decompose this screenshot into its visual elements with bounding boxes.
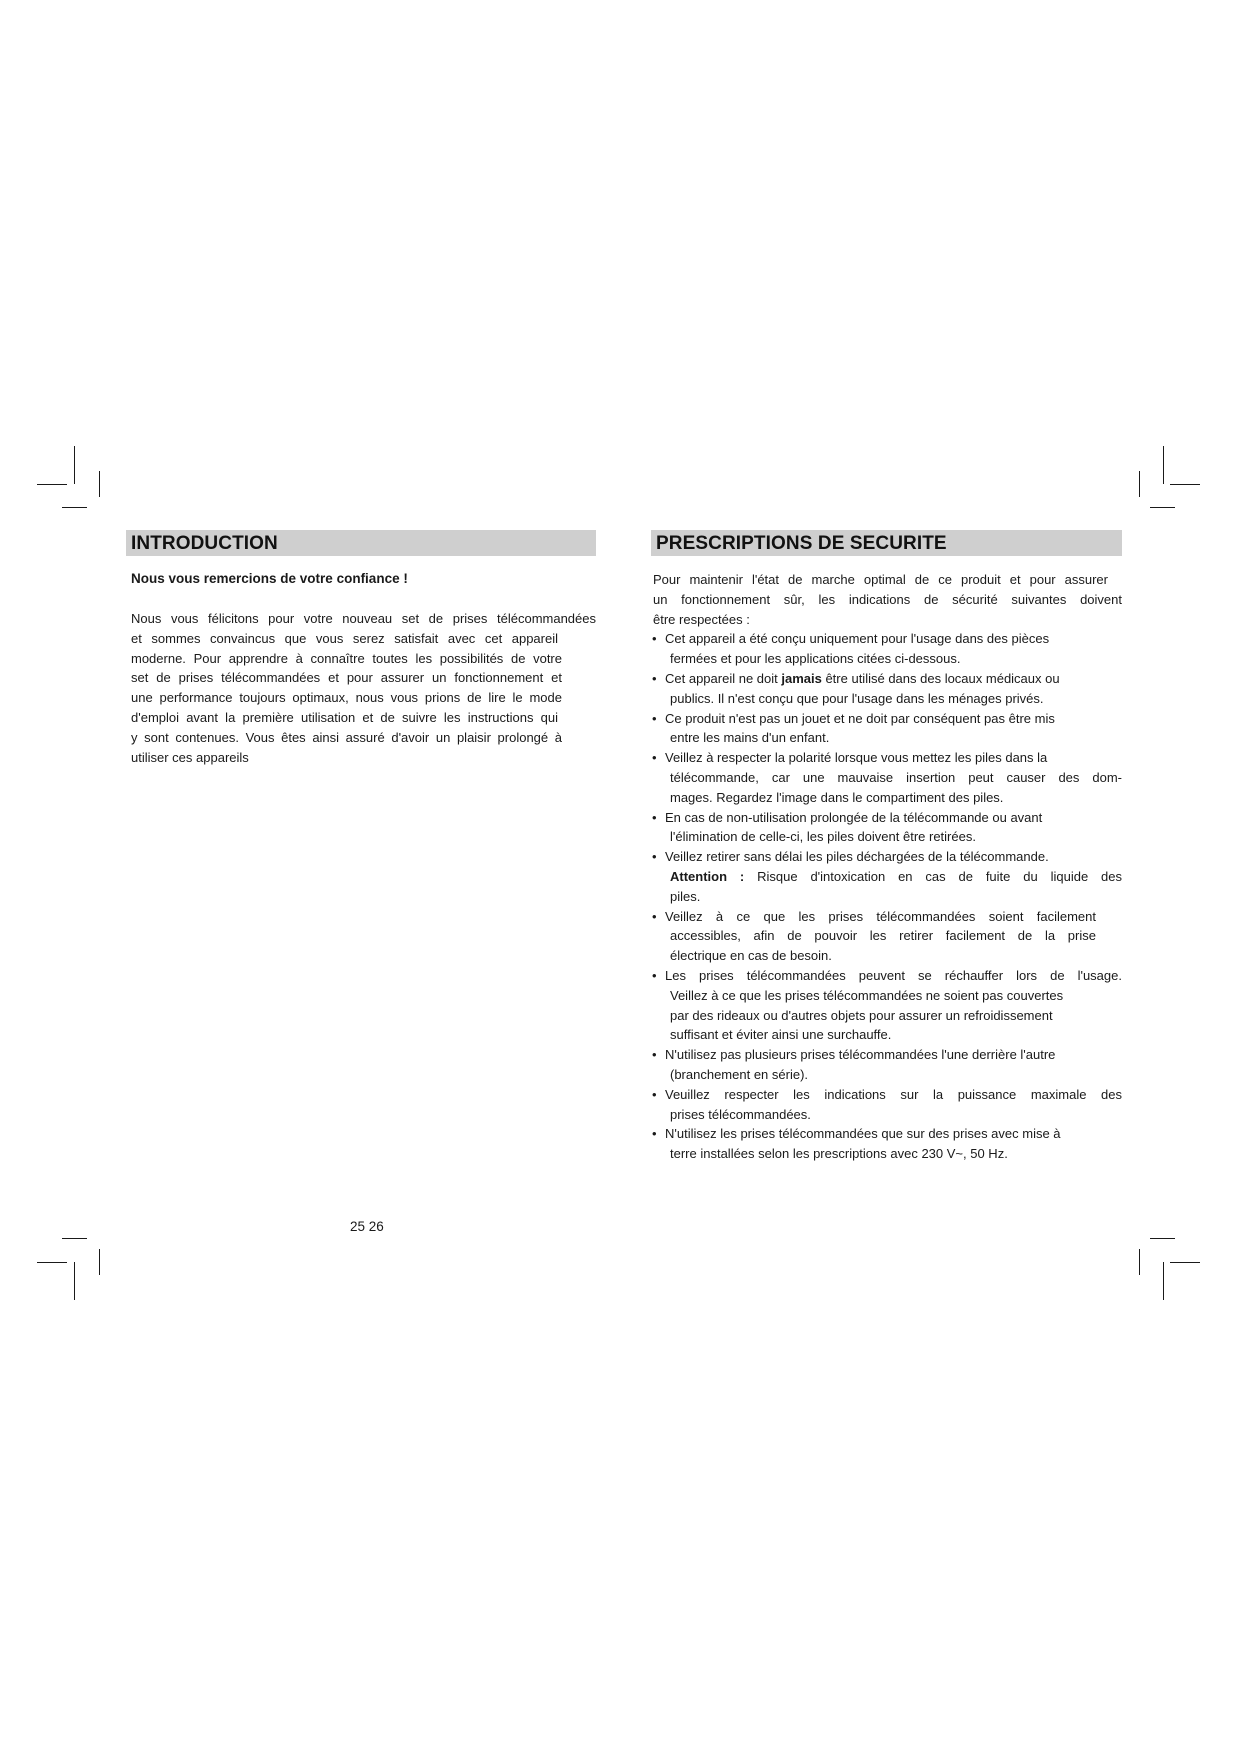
introduction-title: INTRODUCTION xyxy=(126,530,596,556)
crop-mark xyxy=(1163,1262,1164,1300)
list-item: • En cas de non-utilisation prolongée de la télécommande ou avant l'élimination de celle-ci, les piles doivent être retirées. xyxy=(652,809,1043,845)
list-item: • Ce produit n'est pas un jouet et ne doit par conséquent pas être mis entre les mains d'un enfant. xyxy=(652,710,1055,746)
bullet-icon: • xyxy=(652,1126,657,1142)
crop-mark xyxy=(74,1262,75,1300)
safety-intro xyxy=(651,570,1122,629)
crop-mark xyxy=(37,1262,67,1263)
emphasis: jamais xyxy=(781,670,822,686)
safety-title: PRESCRIPTIONS DE SECURITE xyxy=(651,530,1122,556)
safety-list xyxy=(651,629,1122,1164)
paragraph-line: Nous vous félicitons pour votre nouveau set de prises télécommandées xyxy=(131,611,596,626)
paragraph-line: d'emploi avant la première utilisation et de suivre les instructions qui xyxy=(131,709,558,725)
paragraph-line: utiliser ces appareils xyxy=(131,749,249,765)
bullet-icon: • xyxy=(652,809,657,825)
page-numbers: 25 26 xyxy=(350,1219,384,1234)
list-item: • Veuillez respecter les indications sur la puissance maximale des prises télécommandées. xyxy=(652,1086,1122,1122)
list-item: • Les prises télécommandées peuvent se réchauffer lors de l'usage. Veillez à ce que les prises télécommandées ne soient pas couvertes par des rideaux ou d'autres objets pour assurer un refroidissement suffisant et éviter ainsi une surchauffe. xyxy=(652,967,1122,1043)
safety-section xyxy=(651,530,1122,1164)
bullet-icon: • xyxy=(652,908,657,924)
paragraph-line: et sommes convaincus que vous serez satisfait avec cet appareil xyxy=(131,630,558,646)
introduction-lead: Nous vous remercions de votre confiance ! xyxy=(131,571,408,586)
bullet-icon: • xyxy=(652,710,657,726)
list-item: • N'utilisez pas plusieurs prises télécommandées l'une derrière l'autre (branchement en série). xyxy=(652,1047,1056,1082)
bullet-icon: • xyxy=(652,1086,657,1102)
crop-mark xyxy=(1139,1249,1140,1275)
bullet-icon: • xyxy=(652,750,657,766)
intro-line: un fonctionnement sûr, les indications de sécurité suivantes doivent xyxy=(653,591,1122,607)
bullet-icon: • xyxy=(652,670,657,686)
intro-line: être respectées : xyxy=(653,611,750,627)
list-item: • Cet appareil a été conçu uniquement pour l'usage dans des pièces fermées et pour les applications citées ci-dessous. xyxy=(652,631,1050,667)
bullet-icon: • xyxy=(652,849,657,865)
list-item: • Veillez à ce que les prises télécommandées soient facilement accessibles, afin de pouvoir les retirer facilement de la prise électrique en cas de besoin. xyxy=(652,908,1096,964)
list-item: • Veillez retirer sans délai les piles déchargées de la télécommande. Attention : Risque d'intoxication en cas de fuite du liquide des piles. xyxy=(652,849,1123,904)
paragraph-line: y sont contenues. Vous êtes ainsi assuré d'avoir un plaisir prolongé à xyxy=(131,729,562,745)
crop-mark xyxy=(1170,1262,1200,1263)
paragraph-line: set de prises télécommandées et pour assurer un fonctionnement et xyxy=(131,670,562,686)
crop-mark xyxy=(99,1249,100,1275)
list-item: • N'utilisez les prises télécommandées que sur des prises avec mise à terre installées selon les prescriptions avec 230 V~, 50 Hz. xyxy=(652,1126,1061,1162)
crop-mark xyxy=(37,484,67,485)
crop-mark xyxy=(1170,484,1200,485)
crop-mark xyxy=(1139,471,1140,497)
crop-mark xyxy=(1150,1238,1175,1239)
introduction-section xyxy=(126,530,596,767)
paragraph-line: une performance toujours optimaux, nous vous prions de lire le mode xyxy=(131,690,562,706)
bullet-icon: • xyxy=(652,1047,657,1063)
crop-mark xyxy=(99,471,100,497)
list-item: • Veillez à respecter la polarité lorsque vous mettez les piles dans la télécommande, car une mauvaise insertion peut causer des dom- mages. Regardez l'image dans le compartiment des piles. xyxy=(652,750,1122,805)
bullet-icon: • xyxy=(652,967,657,983)
attention-label: Attention : xyxy=(670,868,745,884)
introduction-paragraph xyxy=(126,609,596,767)
crop-mark xyxy=(62,1238,87,1239)
crop-mark xyxy=(62,507,87,508)
list-item: • Cet appareil ne doit jamais être utilisé dans des locaux médicaux ou publics. Il n'est conçu que pour l'usage dans les ménages privés. xyxy=(652,670,1060,706)
paragraph-line: moderne. Pour apprendre à connaître toutes les possibilités de votre xyxy=(131,650,562,666)
intro-line: Pour maintenir l'état de marche optimal de ce produit et pour assurer xyxy=(653,572,1108,587)
bullet-icon: • xyxy=(652,631,657,647)
crop-mark xyxy=(1150,507,1175,508)
crop-mark xyxy=(74,446,75,484)
crop-mark xyxy=(1163,446,1164,484)
